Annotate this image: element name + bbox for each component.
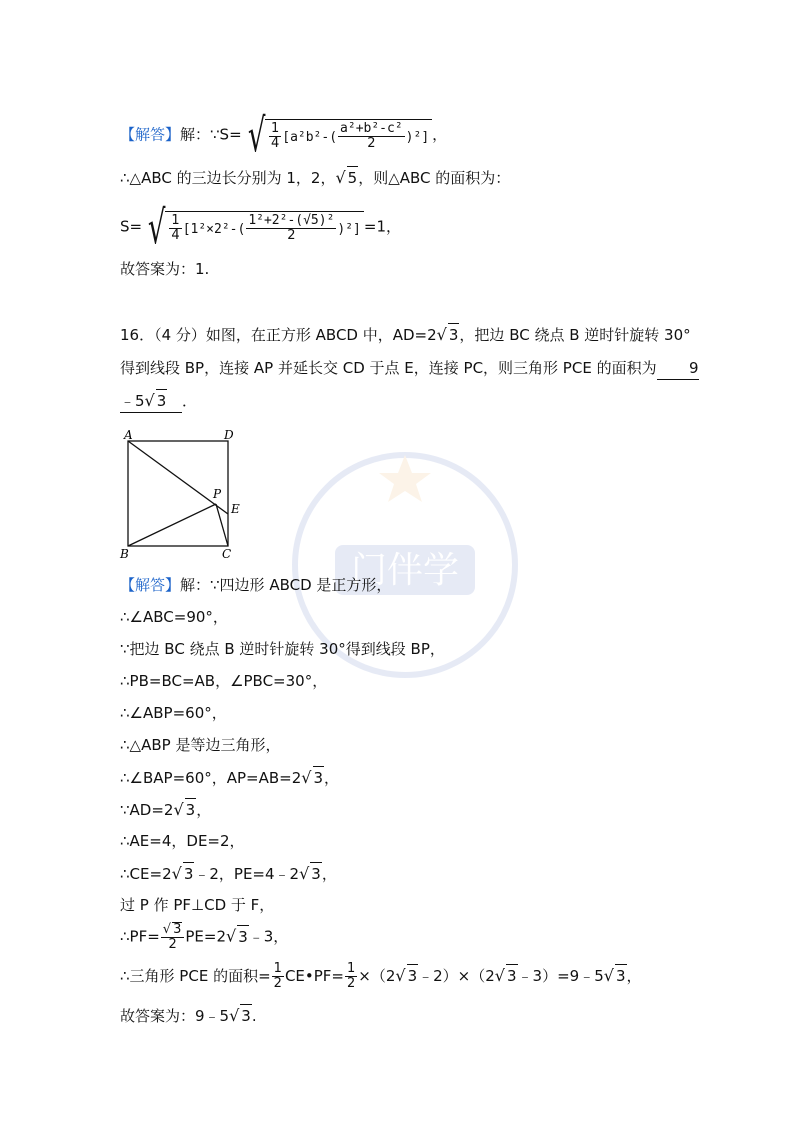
square-figure: [116, 426, 251, 561]
heron-formula: √ $\frac{1}{4}$ [a²b²-( $\frac{\text{a²+b²-c²}}{2}$ )²]: [242, 112, 433, 158]
label-d: D: [224, 428, 234, 442]
solution-line-2: ∴∠ABC=90°，: [120, 608, 228, 626]
solution-line-12: ∴PF= $\frac{√ 3}{2}$ PE=2√ 3﹣3，: [120, 922, 289, 952]
solution-line-7: ∴∠BAP=60°，AP=AB=2√ 3，: [120, 768, 340, 787]
question-16-stem-2: 得到线段 BP，连接 AP 并延长交 CD 于点 E，连接 PC，则三角形 PCE 的面积为 9: [120, 357, 699, 380]
label-c: C: [222, 547, 232, 561]
solution-line-4: ∴PB=BC=AB，∠PBC=30°，: [120, 672, 328, 690]
segment-ae: [128, 441, 228, 514]
solution-answer-line: 故答案为：9﹣5√ 3.: [120, 1006, 257, 1025]
sides-line: ∴△ABC 的三边长分别为 1，2，√ 5，则△ABC 的面积为：: [120, 168, 511, 187]
solution-line-1: 【解答】解：∵四边形 ABCD 是正方形，: [120, 576, 392, 594]
solution-line-9: ∴AE=4，DE=2，: [120, 832, 245, 850]
answer-blank-part1: 9: [657, 357, 699, 380]
solution-line-10: ∴CE=2√ 3﹣2，PE=4﹣2√ 3，: [120, 864, 337, 883]
segment-bp: [128, 504, 216, 546]
answer-tag: 【解答】: [120, 125, 181, 144]
solution-line-11: 过 P 作 PF⊥CD 于 F，: [120, 896, 275, 914]
question-16-stem-1: 16．（4 分）如图，在正方形 ABCD 中，AD=2√ 3，把边 BC 绕点 B 逆时针旋转 30°: [120, 325, 691, 344]
solution-line-s-formula: 【解答】解：∵S= √ $\frac{1}{4}$ [a²b²-( $\frac{\text{a²+b²-c²}}{2}$ )²] ，: [120, 108, 448, 162]
solution-line-13: ∴三角形 PCE 的面积= $\frac{1}{2}$ CE•PF= $\frac{1}{2}$ ×（2√ 3﹣2）×（2√ 3﹣3）=9﹣5√ 3，: [120, 961, 642, 991]
watermark-text: 门伴学: [350, 550, 460, 591]
answer-line-1: 故答案为：1.: [120, 260, 210, 278]
solution-line-5: ∴∠ABP=60°，: [120, 704, 227, 722]
solution-line-8: ∵AD=2√ 3，: [120, 800, 212, 819]
answer-blank-part2: ﹣5: [120, 392, 145, 410]
label-e: E: [231, 502, 240, 516]
question-16-stem-3: ﹣5√ 3 ．: [120, 389, 197, 413]
solution-tag: 【解答】: [120, 576, 181, 594]
label-a: A: [124, 428, 133, 442]
solution-line-3: ∵把边 BC 绕点 B 逆时针旋转 30°得到线段 BP，: [120, 640, 445, 658]
label-b: B: [120, 547, 129, 561]
lead-text: 解：∵S=: [180, 125, 242, 144]
solution-line-6: ∴△ABP 是等边三角形，: [120, 736, 281, 754]
area-calc-line: S= √ $\frac{1}{4}$ [1²×2²-( $\frac{\text{1²+2²-(√5)²}}{2}$ )²] =1，: [120, 200, 402, 254]
label-p: P: [213, 487, 222, 501]
